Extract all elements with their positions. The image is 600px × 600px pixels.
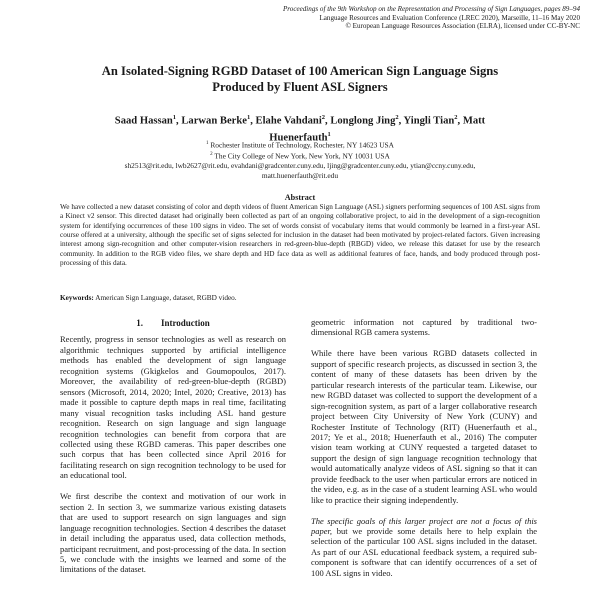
proceedings-header (140, 5, 580, 31)
author-affiliation-mark: 1 (327, 131, 331, 139)
author-name: Larwan Berke (181, 115, 247, 127)
keywords-text: American Sign Language, dataset, RGBD video. (95, 294, 237, 302)
intro-paragraph-1: Recently, progress in sensor technologies as well as research on algorithmic techniques supported by artificial intelligence methods has enabled the development of sign language recognition systems (Gkigkelos and Goumopoulos, 2017). Moreover, the availability of red-green-blue-depth (RGBD) sensors (Microsoft, 2014, 2020; Intel, 2020; Creative, 2013) has made it possible to capture depth maps in real time, facilitating many visual recognition tasks including ASL hand gesture recognition. Research on sign language and sign language recognition technologies can benefit from corpora that are collected using these RGBD cameras. This paper describes one such corpus that has been collected since April 2016 for facilitating research on sign recognition technology to be used for an educational tool. (60, 334, 286, 481)
header-line-license: © European Language Resources Association (ELRA), licensed under CC-BY-NC (345, 22, 580, 31)
title-line-1: An Isolated-Signing RGBD Dataset of 100 American Sign Language Signs (101, 64, 499, 78)
author-affiliation-mark: 1 (246, 114, 251, 121)
left-column (60, 318, 286, 575)
author-emails: sh2513@rit.edu, lwb2627@rit.edu, evahdani@gradcenter.cuny.edu, ljing@gradcenter.cuny.edu, ytian@ccny.cuny.edu, (124, 161, 476, 171)
author-affiliation-mark: 2 (395, 114, 399, 121)
keywords-label: Keywords: (60, 294, 94, 302)
affiliations (60, 139, 540, 180)
header-line-conference: Language Resources and Evaluation Conference (LREC 2020), Marseille, 11–16 May 2020 (319, 13, 580, 22)
intro-paragraph-2: We first describe the context and motivation of our work in section 2. In section 3, we summarize various existing datasets that are used to support research on sign languages and sign language recognition technologies. Section 4 describes the dataset in detail including the apparatus used, data collection methods, participant recruitment, and post-processing of the data. In section 5, we conclude with the insights we learned and some of the limitations of the dataset. (60, 491, 286, 575)
author-name: Longlong Jing (330, 115, 396, 127)
goals-italic-text: The specific goals of this larger project are not a focus of this paper, (311, 515, 537, 537)
header-line-proceedings: Proceedings of the 9th Workshop on the Representation and Processing of Sign Languages, pages 89–94 (282, 5, 580, 13)
right-column (311, 317, 537, 578)
affiliation-mark: 1 (205, 141, 209, 146)
author-list: Saad Hassan$^1$, Larwan Berke$^1$, Elahe Vahdani$^2$, Longlong Jing$^2$, Yingli Tian$^2$, Matt Huenerfauth$^1$ (114, 114, 486, 144)
affiliation-mark: 2 (210, 152, 213, 158)
goals-text: but we provide some details here to help explain the selection of the particular 100 ASL signs included in the dataset. As part of our ASL educational feedback system, a required sub-component is software that can identify occurrences of a set of 100 ASL signs in video. (311, 526, 537, 578)
section-heading-introduction: 1. Introduction (136, 318, 210, 328)
keywords (60, 294, 540, 302)
abstract-text: We have collected a new dataset consisting of color and depth videos of fluent American Sign Language (ASL) signers performing sequences of 100 ASL signs from a Kinect v2 sensor. This directed dataset had originally been collected as part of an ongoing collaborative project, to aid in the development of a sign-recognition system for identifying occurrences of these 100 signs in video. The set of words consist of vocabulary items that would commonly be learned in a first-year ASL course offered at a university, although the specific set of signs selected for inclusion in the dataset had been motivated by project-related factors. Given increasing interest among sign-recognition and other computer-vision researchers in red-green-blue-depth (RBGD) video, we release this dataset for use by the research community. In addition to the RGB video files, we share depth and HD face data as well as additional features of face, hands, and body produced through post-processing of this data. (60, 203, 540, 268)
right-paragraph-3 (311, 516, 537, 579)
paper-title (50, 64, 550, 95)
affiliation-rit: Rochester Institute of Technology, Rochester, NY 14623 USA (210, 140, 394, 150)
author-affiliation-mark: 2 (321, 114, 326, 121)
author-name: Elahe Vahdani (255, 115, 322, 127)
author-emails-cont: matt.huenerfauth@rit.edu (261, 170, 339, 180)
title-line-2: Produced by Fluent ASL Signers (212, 79, 388, 94)
author-affiliation-mark: 1 (172, 114, 177, 121)
author-name: Huenerfauth (269, 132, 328, 144)
author-name: Matt (462, 115, 486, 127)
abstract-heading: Abstract (284, 193, 316, 202)
affiliation-ccny: The City College of New York, New York, NY 10031 USA (214, 151, 390, 161)
right-paragraph-1: geometric information not captured by traditional two-dimensional RGB camera systems. (311, 317, 537, 338)
right-paragraph-2: While there have been various RGBD datasets collected in support of specific research projects, as discussed in section 3, the content of many of these datasets has been driven by the particular research interests of the particular team. Likewise, our new RGBD dataset was collected to support the development of a sign-recognition system, as part of a larger collaborative research project between City University of New York (CUNY) and Rochester Institute of Technology (RIT) (Huenerfauth et al., 2017; Ye et al., 2018; Huenerfauth et al., 2016) The computer vision team working at CUNY requested a targeted dataset to support the design of sign language recognition technology that would automatically analyze videos of ASL signing so that it can provide feedback to the user when particular errors are noticed in the video, e.g. as in the case of a student learning ASL who would like to practice their signing independently. (311, 348, 537, 505)
author-affiliation-mark: 2 (454, 114, 458, 121)
author-name: Saad Hassan (114, 115, 173, 127)
author-name: Yingli Tian (403, 115, 455, 127)
